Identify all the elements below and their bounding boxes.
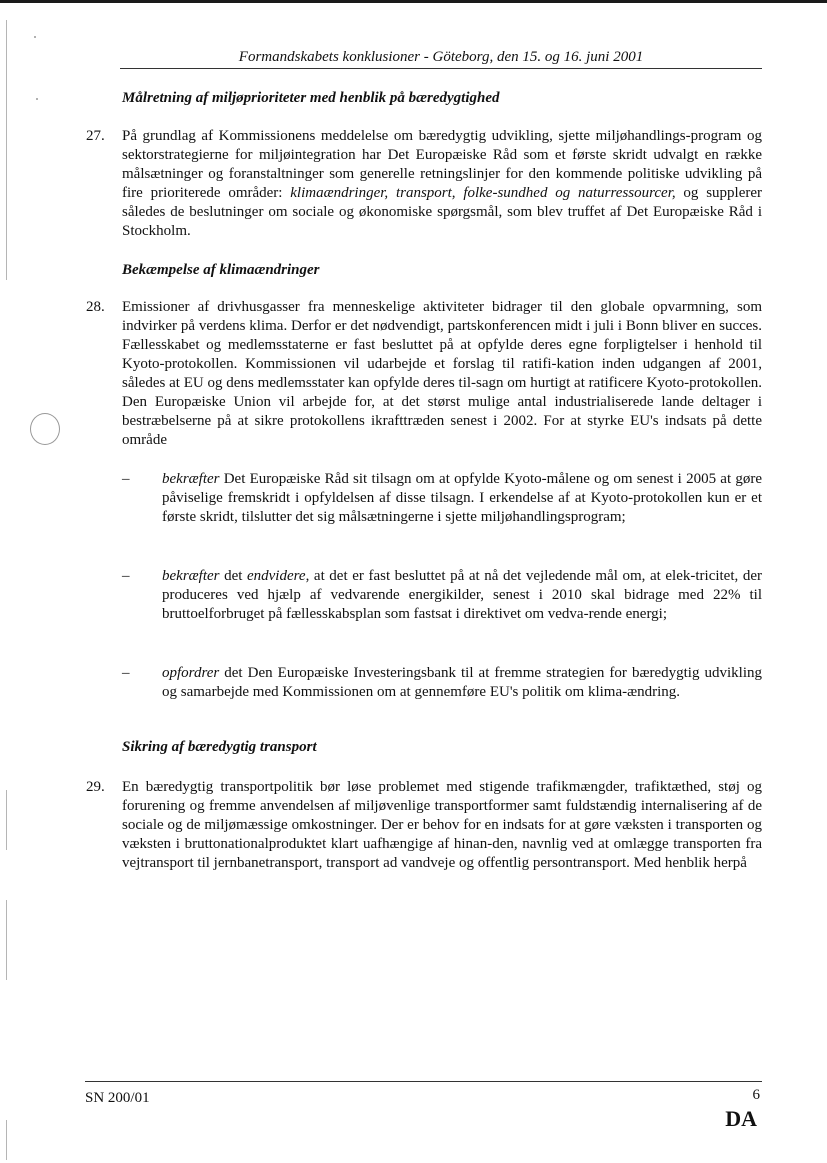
bullet-item — [162, 470, 762, 527]
footer-divider — [85, 1081, 762, 1082]
paragraph-27 — [122, 127, 762, 241]
section-heading: Sikring af bæredygtig transport — [122, 739, 317, 755]
bullet-verb: bekræfter — [162, 568, 220, 584]
paragraph-text: På grundlag af Kommissionens meddelelse om bæredygtig udvikling, sjette miljøhandlings-program og sektorstrategierne for miljøintegration har Det Europæiske Råd som et første skridt udvalgt en række målsætninger og foranstaltninger som generelle retningslinjer for den kommende politiske udvikling på fire prioriterede områder: — [122, 128, 762, 201]
document-id: SN 200/01 — [85, 1090, 150, 1106]
bullet-verb: opfordrer — [162, 665, 220, 681]
bullet-verb: bekræfter — [162, 471, 220, 487]
paragraph-number: 28. — [86, 299, 105, 315]
scan-margin-mark — [6, 900, 7, 980]
paragraph-29: En bæredygtig transportpolitik bør løse problemet med stigende trafikmængder, trafiktæthed, støj og forurening og fremme anvendelsen af miljøvenlige transportformer samt fuldstændig internalisering af de sociale og de miljømæssige omkostninger. Der er behov for en indsats for at gøre væksten i transporten og væksten i bruttonationalproduktet klart uafhængige af hinan-den, navnlig ved at omlægge transporten fra vejtransport til jernbanetransport, transport ad vandveje og offentlig persontransport. Med henblik herpå — [122, 779, 762, 871]
section-heading: Bekæmpelse af klimaændringer — [122, 262, 320, 278]
bullet-dash: – — [122, 471, 130, 487]
bullet-dash: – — [122, 568, 130, 584]
paragraph-number: 27. — [86, 128, 105, 144]
scan-speck — [36, 98, 38, 100]
paragraph-28: Emissioner af drivhusgasser fra menneskelige aktiviteter bidrager til den globale opvarmning, som indvirker på verdens klima. Derfor er det nødvendigt, partskonferencen midt i juli i Bonn bliver en succes. Fællesskabet og medlemsstaterne er fast besluttet på at opfylde deres egne forpligtelser i henhold til Kyoto-protokollen. Kommissionen vil udarbejde et forslag til ratifi-kation inden udgangen af 2001, således at EU og dens medlemsstater kan opfylde deres til-sagn om hurtigt at ratificere Kyoto-protokollen. Den Europæiske Union vil arbejde for, at det størst mulige antal industrialiserede lande deltager i bestræbelserne på at sikre protokollens ikrafttræden senest i 2002. For at styrke EU's indsats på dette område — [122, 299, 762, 448]
bullet-dash: – — [122, 665, 130, 681]
top-scan-border — [0, 0, 827, 3]
scan-margin-mark — [6, 790, 7, 850]
bullet-verb: endvidere — [246, 568, 306, 584]
punch-hole-mark — [30, 413, 60, 445]
bullet-text: det — [219, 568, 247, 584]
scan-speck — [34, 36, 36, 38]
bullet-item — [162, 664, 762, 702]
scan-margin-mark — [6, 1120, 7, 1160]
language-code: DA — [725, 1106, 757, 1131]
paragraph-text: og supplerer således de beslutninger om sociale og økonomiske spørgsmål, som blev truffet af Det Europæiske Råd i Stockholm. — [122, 185, 763, 239]
page-number: 6 — [752, 1087, 760, 1103]
bullet-text: det Den Europæiske Investeringsbank til at fremme strategien for bæredygtig udvikling og samarbejde med Kommissionen om at gennemføre EU's politik om klima-ændring. — [162, 665, 762, 700]
bullet-text: Det Europæiske Råd sit tilsagn om at opfylde Kyoto-målene og om senest i 2005 at gøre påviselige fremskridt i opfyldelsen af disse tilsagn. I erkendelse af at Kyoto-protokollen kun er et første skridt, tilslutter det sig målsætningerne i sjette miljøhandlingsprogram; — [162, 471, 762, 525]
header-divider — [120, 68, 762, 69]
section-heading: Målretning af miljøprioriteter med henblik på bæredygtighed — [122, 90, 500, 106]
paragraph-number: 29. — [86, 779, 105, 795]
page-header: Formandskabets konklusioner - Göteborg, den 15. og 16. juni 2001 — [238, 49, 644, 65]
scan-margin-mark — [6, 20, 7, 280]
bullet-item — [162, 567, 762, 624]
bullet-text: , at det er fast besluttet på at nå det vejledende mål om, at elek-tricitet, der produceres ved hjælp af vedvarende energikilder, senest i 2010 skal bidrage med 22% til bruttoelforbruget på fællesskabsplan som fastsat i direktivet om vedva-rende energi; — [162, 568, 762, 622]
paragraph-emphasis: klimaændringer, transport, folke-sundhed og naturressourcer, — [290, 185, 676, 201]
